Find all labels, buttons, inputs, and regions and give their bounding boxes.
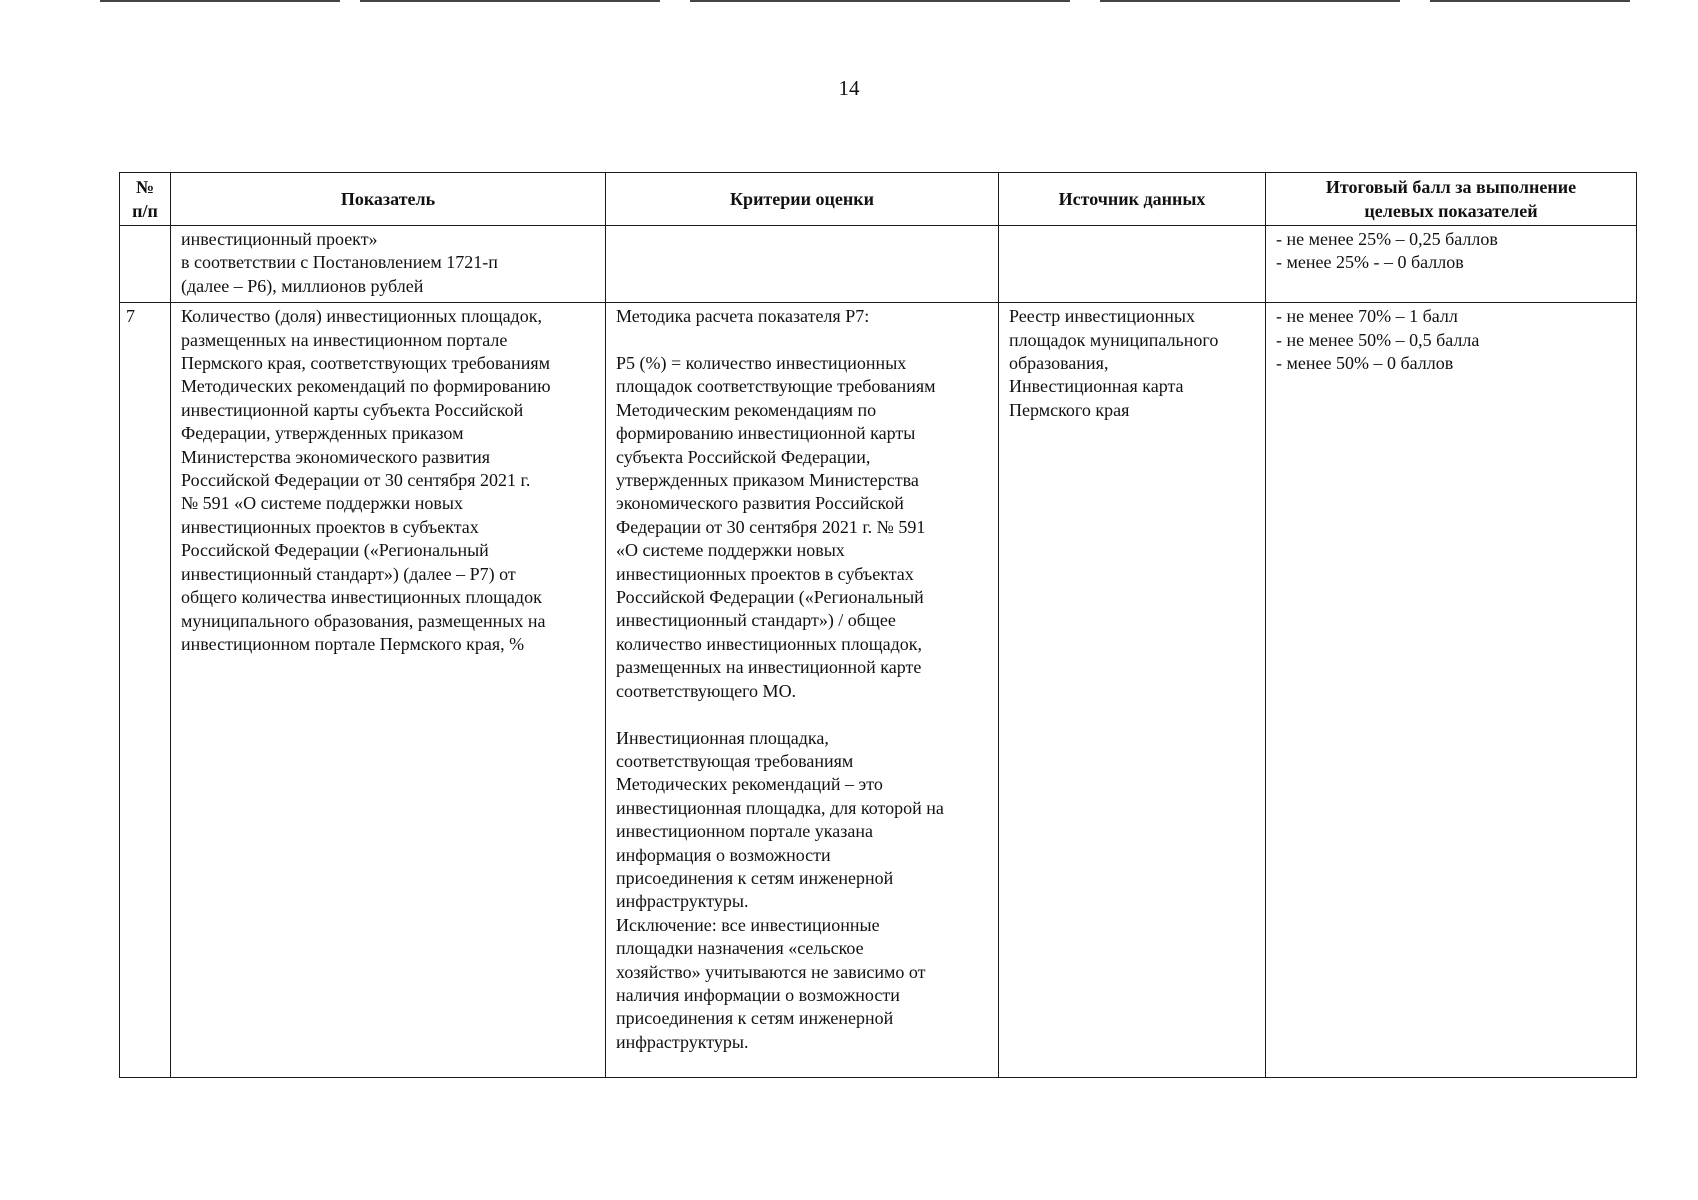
top-edge-rule [1100,0,1400,2]
cell-text-line: в соответствии с Постановлением 1721-п [181,252,498,273]
cell-text-line: № 591 «О системе поддержки новых [181,493,463,514]
cell-indicator [171,226,606,303]
header-score-line: целевых показателей [1364,201,1538,221]
cell-text-line: инвестиционной карты субъекта Российской [181,399,524,420]
table-row [120,303,1637,1078]
cell-text-line: - не менее 50% – 0,5 балла [1276,329,1480,350]
cell-text-line: соответствующего МО. [616,680,797,701]
cell-text-line: инвестиционном портале указана [616,821,873,842]
cell-text-line: соответствующая требованиям [616,750,854,771]
header-criteria: Критерии оценки [606,173,999,226]
cell-text-line: инвестиционный стандарт») (далее – Р7) от [181,563,516,584]
cell-text-line: хозяйство» учитываются не зависимо от [616,961,926,982]
cell-text-line: Методических рекомендаций по формированию [181,376,551,397]
header-score [1266,173,1637,226]
cell-text-line: субъекта Российской Федерации, [616,446,871,467]
cell-text-line: Методических рекомендаций – это [616,774,883,795]
cell-text-line: Исключение: все инвестиционные [616,914,880,935]
cell-text-line: формированию инвестиционной карты [616,423,916,444]
cell-text-line: площадок муниципального [1009,329,1219,350]
cell-source [999,303,1266,1078]
indicators-table [119,172,1637,1078]
cell-text-line: присоединения к сетям инженерной [616,1008,894,1029]
cell-source [999,226,1266,303]
top-edge-rule [360,0,660,2]
cell-text-line: образования, [1009,353,1109,374]
cell-text-line: инфраструктуры. [616,891,749,912]
cell-text-line: «О системе поддержки новых [616,540,845,561]
cell-text-line: (далее – Р6), миллионов рублей [181,275,424,296]
cell-text-line: Министерства экономического развития [181,446,490,467]
cell-text-line: размещенных на инвестиционном портале [181,329,508,350]
cell-text-line: площадок соответствующие требованиям [616,376,936,397]
cell-text-line: Пермского края, соответствующих требованиям [181,353,551,374]
cell-text-line: муниципального образования, размещенных на [181,610,546,631]
header-indicator: Показатель [171,173,606,226]
table-row [120,226,1637,303]
cell-text-line: общего количества инвестиционных площадок [181,587,542,608]
cell-text-line: - менее 50% – 0 баллов [1276,353,1454,374]
cell-text-line: Инвестиционная карта [1009,376,1184,397]
cell-text-line: - не менее 25% – 0,25 баллов [1276,229,1498,249]
cell-text-line: - менее 25% - – 0 баллов [1276,252,1464,273]
top-edge-rule [100,0,340,2]
cell-text-line: присоединения к сетям инженерной [616,867,894,888]
cell-text-line: Федерации, утвержденных приказом [181,423,464,444]
cell-text-line: инвестиционном портале Пермского края, % [181,633,525,654]
cell-text-line: Р5 (%) = количество инвестиционных [616,353,907,374]
top-edge-rule [1430,0,1630,2]
cell-text-line: инвестиционный проект» [181,229,378,249]
cell-text-line: Методика расчета показателя Р7: [616,306,870,327]
cell-text-line: Инвестиционная площадка, [616,727,829,748]
header-number-line: № [135,177,155,197]
cell-score [1266,303,1637,1078]
header-source: Источник данных [999,173,1266,226]
cell-text-line: - не менее 70% – 1 балл [1276,306,1458,327]
cell-text-line: размещенных на инвестиционной карте [616,657,922,678]
page-number: 14 [838,76,860,100]
cell-number [120,226,171,303]
cell-text-line: наличия информации о возможности [616,984,900,1005]
top-edge-rule [690,0,1070,2]
cell-text-line: инвестиционная площадка, для которой на [616,797,944,818]
header-number-line: п/п [132,201,158,221]
cell-text-line: Российской Федерации от 30 сентября 2021 г. [181,470,531,491]
cell-text-line: Российской Федерации («Региональный [181,540,489,561]
cell-text-line: количество инвестиционных площадок, [616,633,923,654]
cell-text-line: инвестиционных проектов в субъектах [181,516,479,537]
cell-text-line: Реестр инвестиционных [1009,306,1195,327]
cell-text-line: Количество (доля) инвестиционных площадок, [181,306,542,327]
cell-text-line: инвестиционный стандарт») / общее [616,610,896,631]
cell-score [1266,226,1637,303]
header-score-line: Итоговый балл за выполнение [1325,177,1577,197]
cell-text-line: экономического развития Российской [616,493,904,514]
cell-number: 7 [120,303,171,1078]
cell-text-line: Пермского края [1009,399,1130,420]
cell-text-line: инфраструктуры. [616,1031,749,1052]
cell-text-line: информация о возможности [616,844,831,865]
cell-text-line: утвержденных приказом Министерства [616,470,919,491]
cell-indicator [171,303,606,1078]
cell-text-line: Российской Федерации («Региональный [616,587,924,608]
cell-text-line: Федерации от 30 сентября 2021 г. № 591 [616,516,926,537]
cell-criteria [606,303,999,1078]
table-header-row [120,173,1637,226]
header-number [120,173,171,226]
cell-text-line: Методическим рекомендациям по [616,399,877,420]
cell-criteria [606,226,999,303]
cell-text-line: площадки назначения «сельское [616,938,864,959]
cell-blank-line [616,703,990,726]
cell-text-line: инвестиционных проектов в субъектах [616,563,914,584]
cell-blank-line [616,329,990,352]
